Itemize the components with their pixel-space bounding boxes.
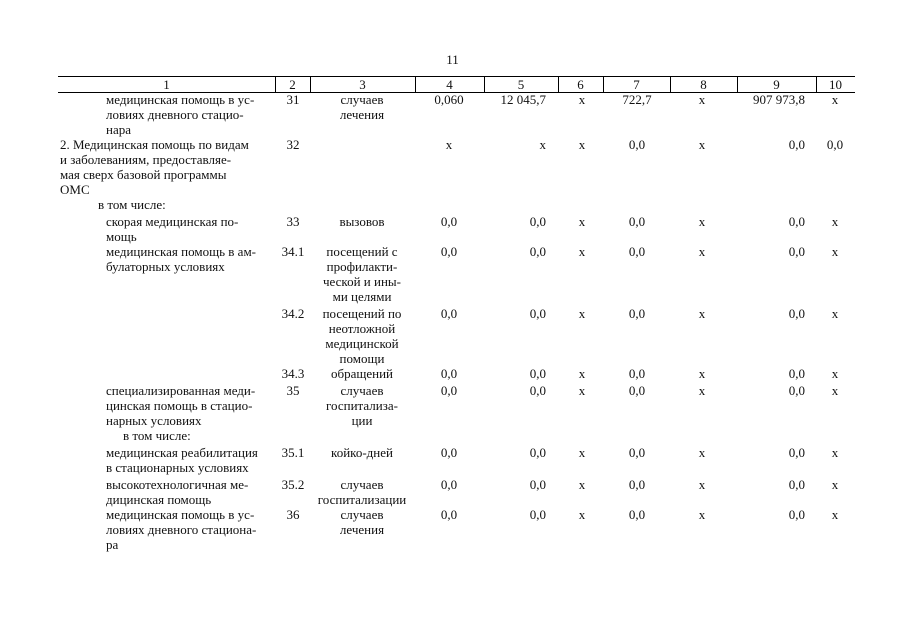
header-col-8: 8	[700, 77, 707, 92]
row-name	[106, 92, 271, 137]
row-name-line: медицинская помощь в ус-	[106, 507, 255, 522]
table-header	[58, 76, 855, 93]
row-value-c10: x	[831, 477, 839, 492]
row-name-line: цинская помощь в стацио-	[106, 398, 253, 413]
row-value-c5: 0,0	[529, 366, 546, 381]
row-value-c6: x	[578, 383, 586, 398]
row-name-line: дицинская помощь	[106, 492, 212, 507]
row-value-c9: 907 973,8	[753, 92, 805, 107]
column-divider	[558, 77, 559, 92]
row-unit-line: помощи	[339, 351, 385, 366]
row-code: 34.3	[281, 366, 305, 381]
row-value-c6: x	[578, 445, 586, 460]
row-value-c6: x	[578, 507, 586, 522]
row-value-c4: 0,0	[440, 477, 458, 492]
row-value-c7: 0,0	[628, 383, 646, 398]
row-value-c4: 0,0	[440, 383, 458, 398]
column-divider	[603, 77, 604, 92]
row-value-c6: x	[578, 214, 586, 229]
column-divider	[737, 77, 738, 92]
column-divider	[310, 77, 311, 92]
row-value-c10: x	[831, 383, 839, 398]
row-value-c7: 0,0	[628, 507, 646, 522]
row-value-c8: x	[698, 366, 706, 381]
row-code: 31	[286, 92, 300, 107]
column-divider	[415, 77, 416, 92]
row-code: 34.2	[281, 306, 305, 321]
row-name	[98, 197, 263, 212]
page-number: 11	[446, 52, 459, 67]
row-unit-line: случаев	[340, 507, 384, 522]
row-value-c7: 722,7	[622, 92, 652, 107]
row-value-c9: 0,0	[788, 383, 805, 398]
row-value-c8: x	[698, 306, 706, 321]
row-name-line: скорая медицинская по-	[106, 214, 239, 229]
row-unit-line: вызовов	[339, 214, 385, 229]
row-name-line: 2. Медицинская помощь по видам	[60, 137, 249, 152]
row-unit-line: посещений по	[322, 306, 402, 321]
column-divider	[484, 77, 485, 92]
row-value-c5: 0,0	[529, 383, 546, 398]
row-name-line: медицинская помощь в ам-	[106, 244, 256, 259]
header-col-9: 9	[773, 77, 780, 92]
row-value-c6: x	[578, 244, 586, 259]
header-col-6: 6	[577, 77, 584, 92]
row-name-line: высокотехнологичная ме-	[106, 477, 249, 492]
row-unit-line: лечения	[339, 522, 385, 537]
row-code: 34.1	[281, 244, 305, 259]
row-value-c9: 0,0	[788, 507, 805, 522]
row-name-line: в том числе:	[123, 428, 191, 443]
row-value-c8: x	[698, 92, 706, 107]
row-value-c9: 0,0	[788, 445, 805, 460]
row-name-line: и заболеваниям, предоставляе-	[60, 152, 232, 167]
row-value-c10: x	[831, 92, 839, 107]
header-col-10: 10	[829, 77, 842, 92]
row-unit-line: посещений с	[326, 244, 398, 259]
header-col-5: 5	[517, 77, 525, 92]
row-value-c6: x	[578, 92, 586, 107]
row-value-c8: x	[698, 477, 706, 492]
column-divider	[670, 77, 671, 92]
column-divider	[816, 77, 817, 92]
row-value-c5: 0,0	[529, 477, 546, 492]
row-name-line: ловиях дневного стацио-	[106, 107, 244, 122]
row-unit-line: лечения	[339, 107, 385, 122]
row-value-c8: x	[698, 507, 706, 522]
row-value-c8: x	[698, 137, 706, 152]
row-value-c5: 0,0	[529, 214, 546, 229]
row-value-c6: x	[578, 306, 586, 321]
row-value-c4: 0,0	[440, 366, 458, 381]
row-unit-line: ческой и ины-	[323, 274, 401, 289]
header-col-1: 1	[163, 77, 170, 92]
row-value-c4: x	[445, 137, 453, 152]
row-value-c10: 0,0	[826, 137, 844, 152]
row-value-c8: x	[698, 383, 706, 398]
row-value-c9: 0,0	[788, 137, 805, 152]
row-value-c5: 0,0	[529, 507, 546, 522]
row-value-c8: x	[698, 214, 706, 229]
header-col-3: 3	[359, 77, 366, 92]
row-value-c10: x	[831, 445, 839, 460]
row-value-c6: x	[578, 366, 586, 381]
row-name-line: медицинская реабилитация	[106, 445, 258, 460]
row-value-c7: 0,0	[628, 445, 646, 460]
row-value-c4: 0,0	[440, 214, 458, 229]
row-code: 35.1	[281, 445, 305, 460]
header-col-4: 4	[446, 77, 453, 92]
row-code: 35.2	[281, 477, 305, 492]
row-name	[106, 383, 271, 428]
row-value-c5: 0,0	[529, 244, 546, 259]
row-name-line: ОМС	[60, 182, 90, 197]
row-name	[106, 214, 271, 244]
row-value-c6: x	[578, 137, 586, 152]
row-code: 33	[286, 214, 300, 229]
row-name-line: нарных условиях	[106, 413, 202, 428]
row-unit-line: профилакти-	[326, 259, 398, 274]
row-code: 35	[286, 383, 300, 398]
row-name	[60, 137, 275, 197]
row-code: 36	[286, 507, 300, 522]
row-unit-line: обращений	[330, 366, 394, 381]
row-value-c9: 0,0	[788, 306, 805, 321]
row-value-c10: x	[831, 366, 839, 381]
row-value-c7: 0,0	[628, 477, 646, 492]
header-col-7: 7	[633, 77, 640, 92]
row-name-line: в том числе:	[98, 197, 166, 212]
row-name	[106, 477, 271, 507]
column-divider	[275, 77, 276, 92]
row-value-c5: 0,0	[529, 445, 546, 460]
row-value-c4: 0,0	[440, 507, 458, 522]
row-name-line: нара	[106, 122, 131, 137]
row-name	[106, 507, 271, 552]
row-unit-line: медицинской	[325, 336, 399, 351]
row-value-c7: 0,0	[628, 137, 646, 152]
row-value-c10: x	[831, 507, 839, 522]
row-unit-line: ми целями	[332, 289, 392, 304]
row-value-c7: 0,0	[628, 306, 646, 321]
row-name-line: специализированная меди-	[106, 383, 256, 398]
row-unit-line: случаев	[340, 92, 384, 107]
row-value-c4: 0,060	[434, 92, 464, 107]
row-unit-line: госпитализации	[317, 492, 407, 507]
row-unit-line: ции	[351, 413, 373, 428]
row-unit-line: случаев	[340, 383, 384, 398]
header-col-2: 2	[289, 77, 296, 92]
row-value-c9: 0,0	[788, 366, 805, 381]
row-value-c8: x	[698, 445, 706, 460]
row-value-c5: 0,0	[529, 306, 546, 321]
row-name-line: мая сверх базовой программы	[60, 167, 227, 182]
row-value-c5: 12 045,7	[500, 92, 546, 107]
row-value-c10: x	[831, 244, 839, 259]
row-value-c9: 0,0	[788, 214, 805, 229]
row-value-c9: 0,0	[788, 477, 805, 492]
row-name-line: ра	[106, 537, 119, 552]
row-name-line: булаторных условиях	[106, 259, 225, 274]
row-name-line: ловиях дневного стациона-	[106, 522, 257, 537]
row-value-c4: 0,0	[440, 306, 458, 321]
row-value-c7: 0,0	[628, 214, 646, 229]
row-name-line: мощь	[106, 229, 137, 244]
row-value-c7: 0,0	[628, 244, 646, 259]
row-name-line: в стационарных условиях	[106, 460, 249, 475]
row-name	[106, 445, 271, 475]
row-value-c6: x	[578, 477, 586, 492]
row-value-c4: 0,0	[440, 244, 458, 259]
row-value-c10: x	[831, 214, 839, 229]
row-unit-line: госпитализа-	[326, 398, 398, 413]
row-unit-line: случаев	[340, 477, 384, 492]
row-code: 32	[286, 137, 300, 152]
row-value-c8: x	[698, 244, 706, 259]
row-value-c10: x	[831, 306, 839, 321]
row-value-c4: 0,0	[440, 445, 458, 460]
row-value-c5: x	[539, 137, 546, 152]
row-name-line: медицинская помощь в ус-	[106, 92, 255, 107]
row-value-c9: 0,0	[788, 244, 805, 259]
row-name	[106, 244, 271, 274]
row-value-c7: 0,0	[628, 366, 646, 381]
row-unit-line: неотложной	[328, 321, 396, 336]
row-unit-line: койко-дней	[331, 445, 393, 460]
row-name	[123, 428, 273, 443]
